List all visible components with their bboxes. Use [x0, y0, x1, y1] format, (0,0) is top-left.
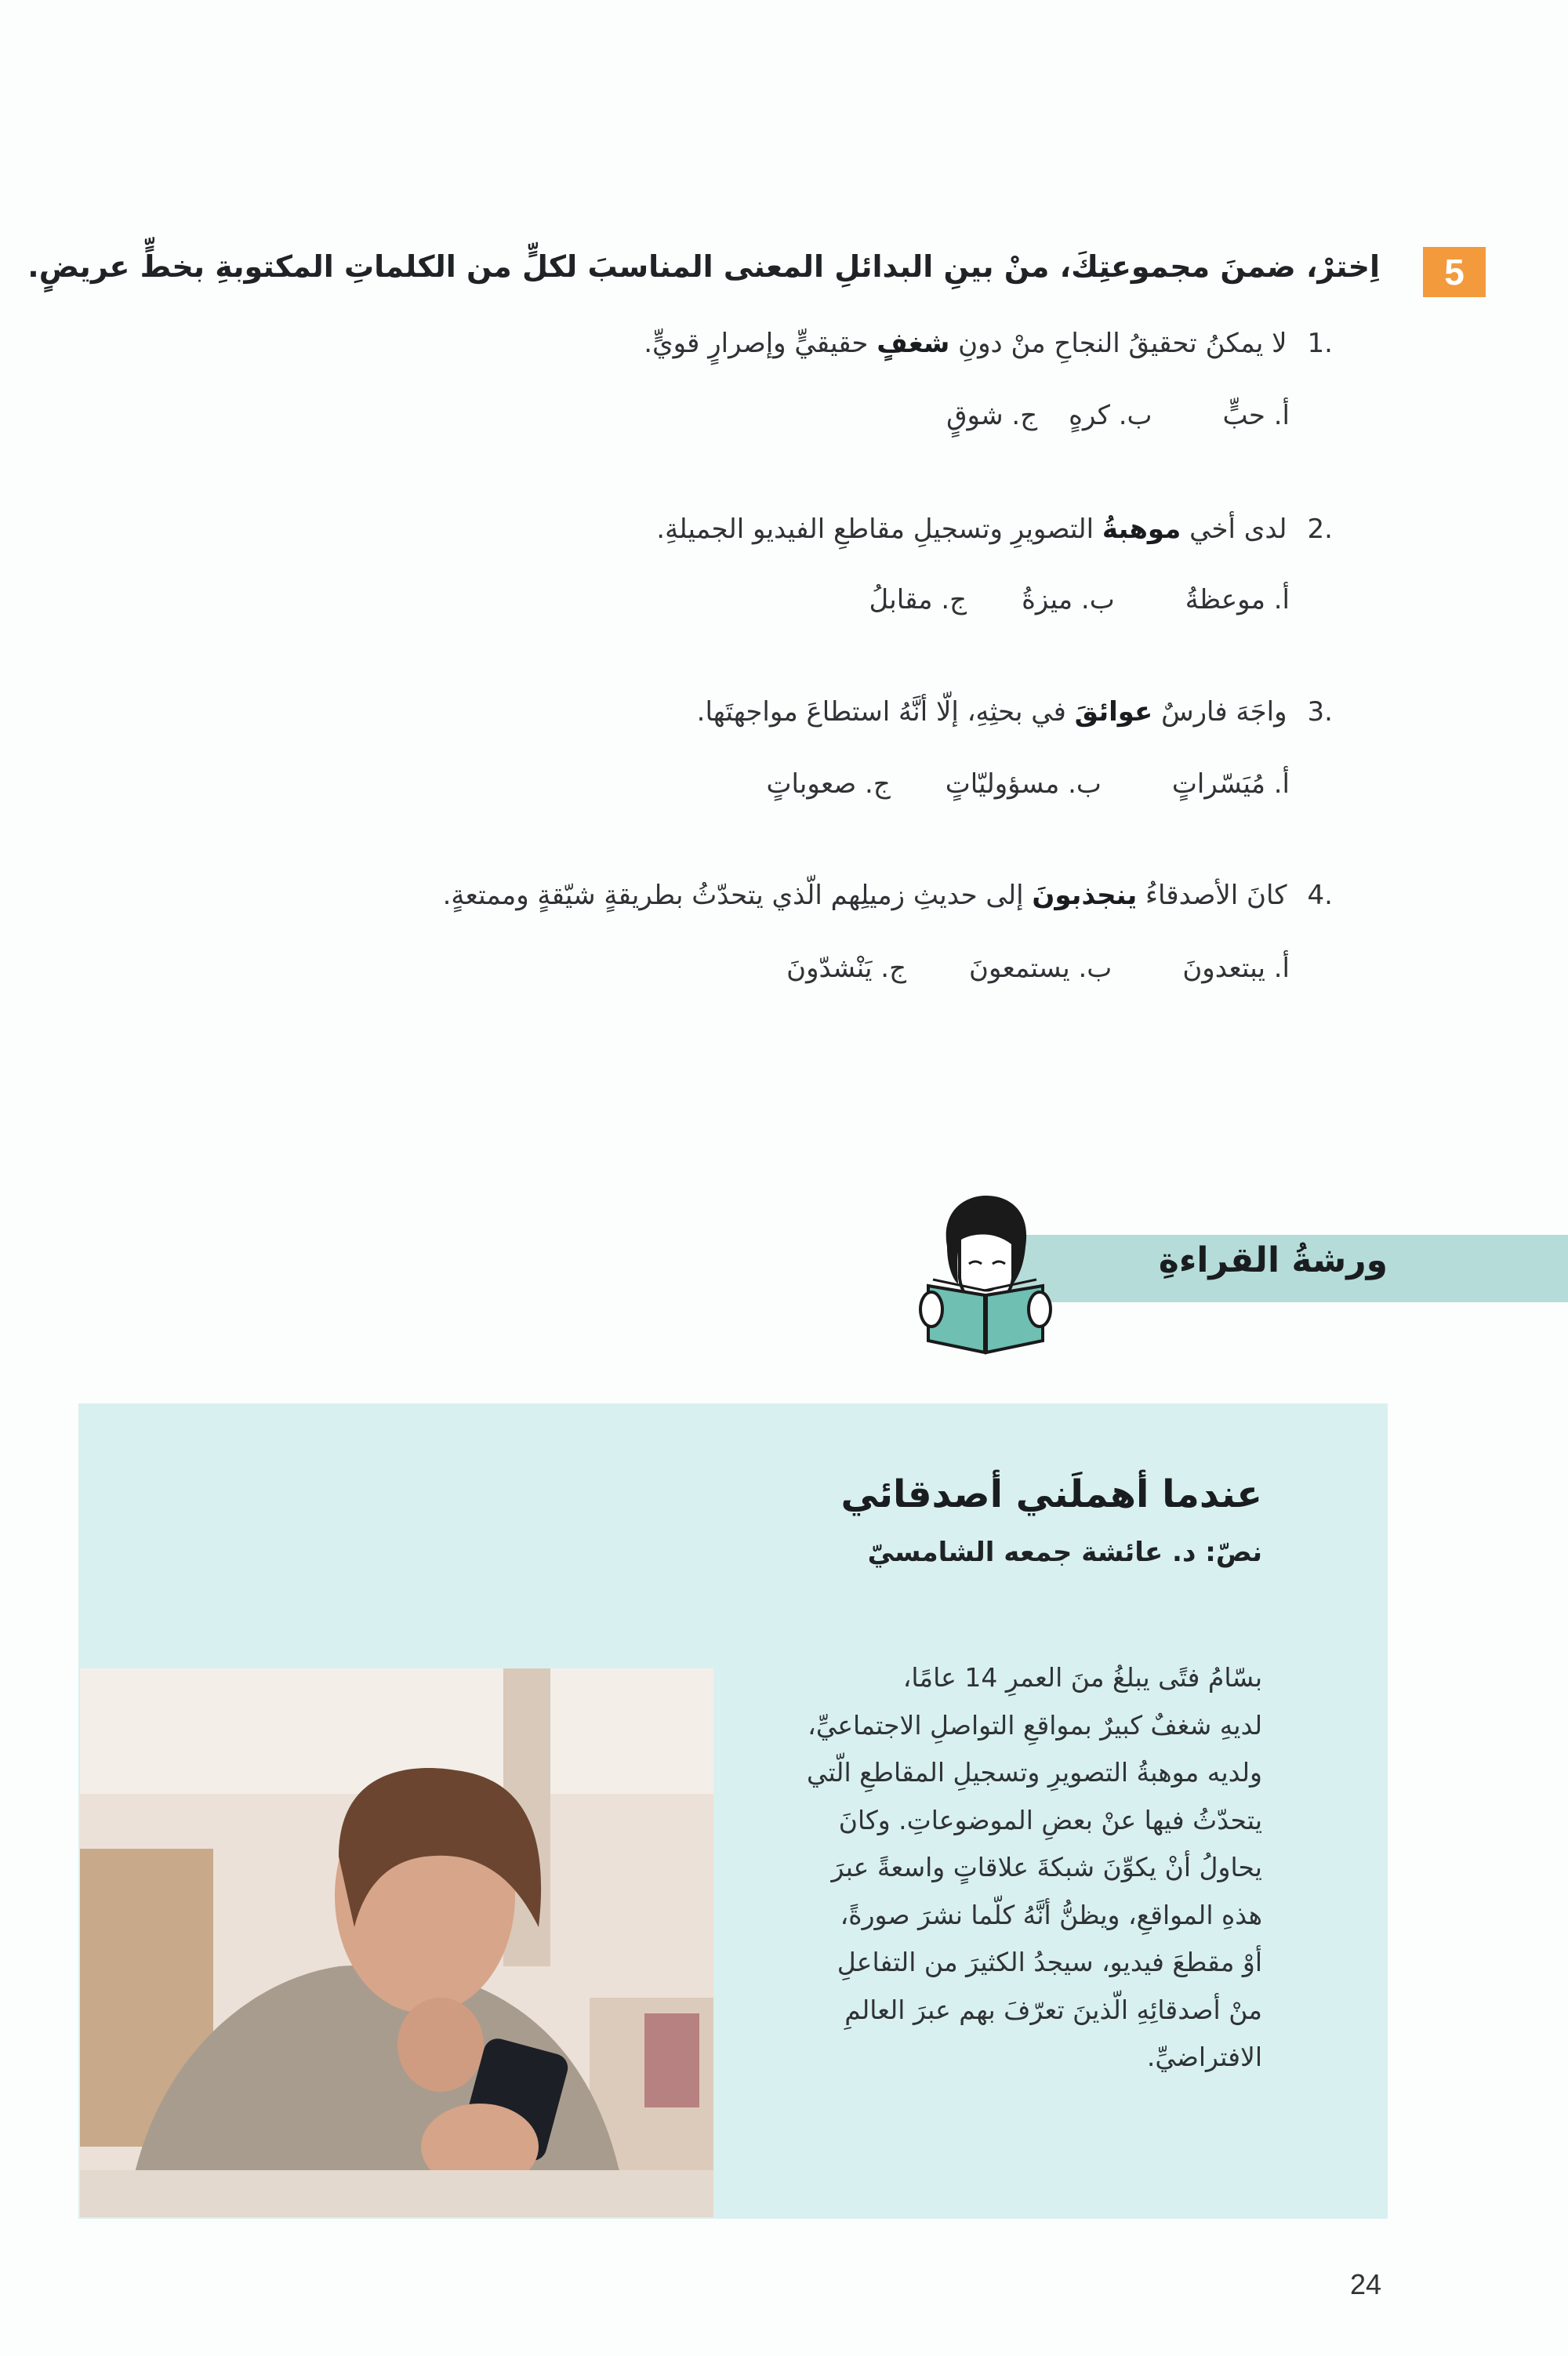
question-3: 3.واجَهَ فارسٌ عوائقَ في بحثِهِ، إلّا أنَّهُ استطاعَ مواجهتَها.: [696, 696, 1333, 728]
question-4-options: [716, 953, 1290, 984]
bold-keyword: موهبةُ: [1102, 514, 1181, 545]
story-line: يتحدّثُ فيها عنْ بعضِ الموضوعاتِ. وكانَ: [838, 1804, 1262, 1835]
exercise-number-badge: 5: [1423, 247, 1486, 297]
story-title: عندما أهملَني أصدقائي: [840, 1472, 1262, 1516]
option-b[interactable]: ب. ميزةُ: [1022, 584, 1115, 615]
option-a[interactable]: أ. مُيَسّراتٍ: [1171, 768, 1290, 800]
question-number: 3.: [1307, 696, 1333, 728]
story-line: الافتراضيِّ.: [1146, 2042, 1262, 2072]
story-line: يحاولُ أنْ يكوِّنَ شبكةَ علاقاتٍ واسعةً عبرَ: [831, 1852, 1262, 1882]
bold-keyword: عوائقَ: [1074, 696, 1153, 728]
question-2-options: [799, 584, 1290, 615]
story-photo: [80, 1668, 713, 2217]
option-c[interactable]: ج. مقابلُ: [869, 584, 967, 615]
question-1: 1.لا يمكنُ تحقيقُ النجاحِ منْ دونِ شغفٍ حقيقيٍّ وإصرارٍ قويٍّ.: [644, 328, 1333, 359]
question-1-options: [876, 400, 1290, 431]
story-line: بسّامُ فتًى يبلغُ منَ العمرِ 14 عامًا،: [902, 1662, 1262, 1693]
story-author: نصّ: د. عائشة جمعه الشامسيّ: [867, 1537, 1262, 1568]
story-line: هذهِ المواقعِ، ويظنُّ أنَّهُ كلّما نشرَ صورةً،: [840, 1899, 1262, 1930]
story-body: [729, 1654, 1262, 2082]
option-a[interactable]: أ. حبٍّ: [1222, 400, 1290, 431]
story-line: ولديه موهبةُ التصويرِ وتسجيلِ المقاطعِ الّتي: [806, 1757, 1262, 1788]
story-line: منْ أصدقائِهِ الّذينَ تعرّفَ بهم عبرَ العالمِ: [844, 1994, 1262, 2025]
option-c[interactable]: ج. صعوباتٍ: [766, 768, 891, 800]
option-b[interactable]: ب. كرهٍ: [1069, 400, 1152, 431]
question-number: 4.: [1307, 880, 1333, 911]
option-c[interactable]: ج. شوقٍ: [946, 400, 1038, 431]
question-number: 2.: [1307, 514, 1333, 545]
question-number: 1.: [1307, 328, 1333, 359]
story-line: لديهِ شغفٌ كبيرٌ بمواقعِ التواصلِ الاجتماعيِّ،: [808, 1709, 1262, 1741]
bold-keyword: ينجذبونَ: [1032, 880, 1138, 911]
option-b[interactable]: ب. يستمعونَ: [969, 953, 1112, 984]
question-4: 4.كانَ الأصدقاءُ ينجذبونَ إلى حديثِ زميلِهم الّذي يتحدّثُ بطريقةٍ شيّقةٍ وممتعةٍ.: [442, 880, 1333, 911]
page-number: 24: [1350, 2268, 1382, 2300]
question-3-options: [696, 768, 1290, 800]
question-2: 2.لدى أخي موهبةُ التصويرِ وتسجيلِ مقاطعِ الفيديو الجميلةِ.: [656, 514, 1333, 545]
bold-keyword: شغفٍ: [877, 328, 950, 359]
option-c[interactable]: ج. يَنْشدّونَ: [786, 953, 907, 984]
reading-workshop-title: ورشةُ القراءةِ: [1158, 1240, 1388, 1280]
story-line: أوْ مقطعَ فيديو، سيجدُ الكثيرَ من التفاعلِ: [837, 1947, 1262, 1977]
exercise-instruction: اِخترْ، ضمنَ مجموعتِكَ، منْ بينِ البدائلِ المعنى المناسبَ لكلٍّ من الكلماتِ المكتوبةِ بخطٍّ عريضٍ.: [27, 249, 1380, 284]
reader-with-book-icon: [917, 1192, 1054, 1356]
option-a[interactable]: أ. موعظةُ: [1185, 584, 1290, 615]
option-a[interactable]: أ. يبتعدونَ: [1182, 953, 1290, 984]
option-b[interactable]: ب. مسؤوليّاتٍ: [945, 768, 1102, 800]
